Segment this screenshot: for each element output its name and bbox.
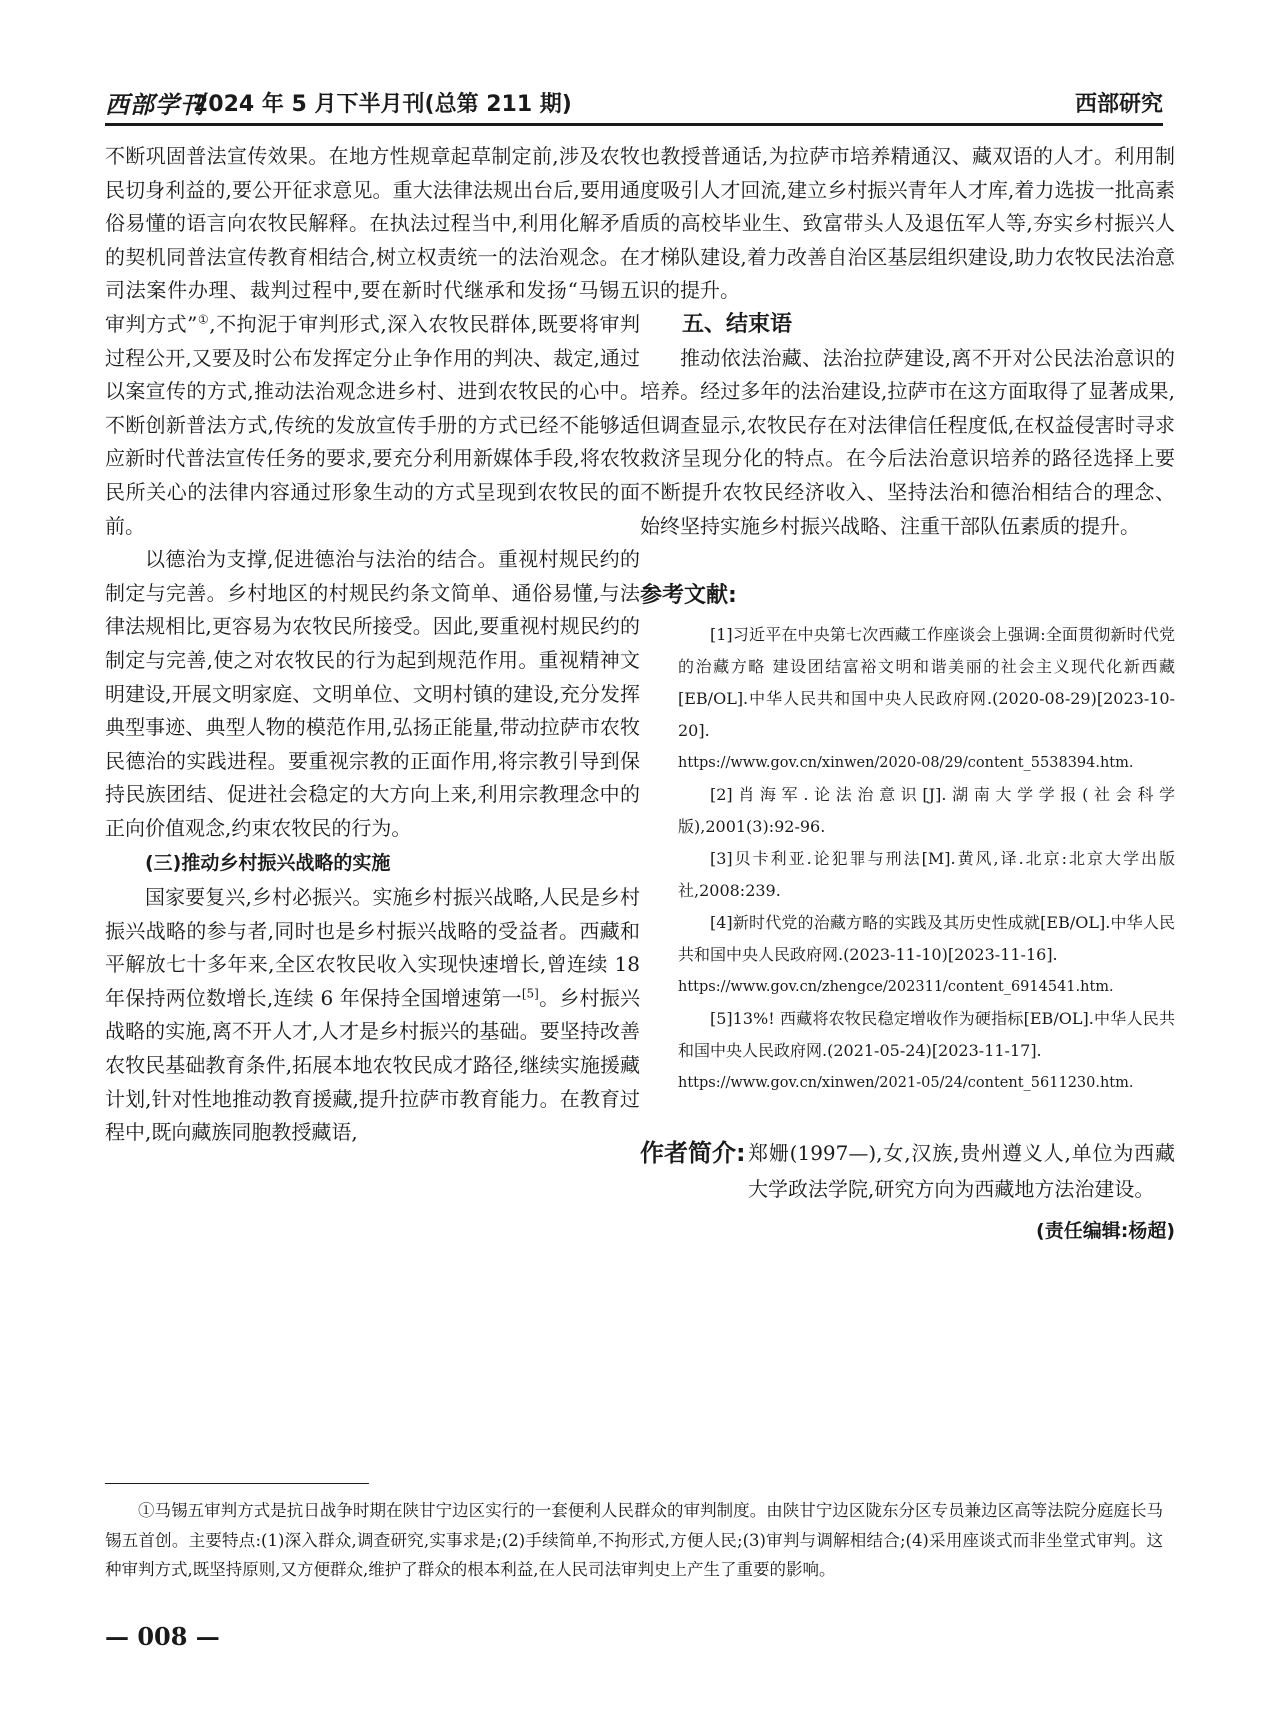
author-bio: [640, 1135, 1175, 1207]
journal-logo: 西部学刊: [105, 90, 205, 119]
section-heading: 五、结束语: [682, 311, 793, 337]
reference-item: [4]新时代党的治藏方略的实践及其历史性成就[EB/OL].中华人民共和国中央人民政府网.(2023-11-10)[2023-11-16]. https://www.gov.cn/zhengce/202311/content_6914541.htm.: [640, 907, 1175, 1003]
reference-url[interactable]: https://www.gov.cn/xinwen/2021-05/24/content_5611230.htm.: [678, 1074, 1134, 1091]
section-title: 西部研究: [1074, 92, 1163, 117]
paragraph: 不断巩固普法宣传效果。在地方性规章起草制定前,涉及农牧民切身利益的,要公开征求意见。重大法律法规出台后,要用通俗易懂的语言向农牧民解释。在执法过程当中,利用化解矛盾的契机同普法宣传教育相结合,树立权责统一的法治观念。在司法案件办理、裁判过程中,要在新时代继承和发扬“马锡五审判方式”①,不拘泥于审判形式,深入农牧民群体,既要将审判过程公开,又要及时公布发挥定分止争作用的判决、裁定,通过以案宣传的方式,推动法治观念进乡村、进到农牧民的心中。不断创新普法方式,传统的发放宣传手册的方式已经不能够适应新时代普法宣传任务的要求,要充分利用新媒体手段,将农牧民所关心的法律内容通过形象生动的方式呈现到农牧民的面前。: [105, 144, 640, 538]
left-column: [105, 140, 640, 1150]
paragraph: 推动依法治藏、法治拉萨建设,离不开对公民法治意识的培养。经过多年的法治建设,拉萨市在这方面取得了显著成果,但调查显示,农牧民存在对法律信任程度低,在权益侵害时寻求救济呈现分化的特点。在今后法治意识培养的路径选择上要不断提升农牧民经济收入、坚持法治和德治相结合的理念、始终坚持实施乡村振兴战略、注重干部队伍素质的提升。: [640, 345, 1175, 538]
reference-item: [3]贝卡利亚.论犯罪与刑法[M].黄风,译.北京:北京大学出版社,2008:239.: [678, 848, 1175, 900]
paragraph: 国家要复兴,乡村必振兴。实施乡村振兴战略,人民是乡村振兴战略的参与者,同时也是乡村振兴战略的受益者。西藏和平解放七十多年来,全区农牧民收入实现快速增长,曾连续 18 年保持两位数增长,连续 6 年保持全国增速第一[5]。乡村振兴战略的实施,离不开人才,人才是乡村振兴的基础。要坚持改善农牧民基础教育条件,拓展本地农牧民成才路径,继续实施援藏计划,针对性地推动教育援藏,提升拉萨市教育能力。在教育过程中,既向藏族同胞教授藏语,: [105, 885, 641, 1145]
page-number: — 008 —: [105, 1622, 220, 1651]
issue-info: 2024 年 5 月下半月刊(总第 211 期): [193, 92, 572, 117]
footnote-divider: [105, 1483, 369, 1484]
references-title: 参考文献:: [640, 583, 737, 609]
reference-item: [1]习近平在中央第七次西藏工作座谈会上强调:全面贯彻新时代党的治藏方略 建设团结富裕文明和谐美丽的社会主义现代化新西藏[EB/OL].中华人民共和国中央人民政府网.(2020-08-29)[2023-10-20]. https://www.gov.cn/xinwen/2020-08/29/content_5538394.htm.: [640, 619, 1175, 779]
reference-url[interactable]: https://www.gov.cn/xinwen/2020-08/29/content_5538394.htm.: [678, 754, 1134, 771]
author-label: 作者简介:: [640, 1138, 746, 1167]
paragraph: 也教授普通话,为拉萨市培养精通汉、藏双语的人才。利用制度吸引人才回流,建立乡村振兴青年人才库,着力选拔一批高素质的高校毕业生、致富带头人及退伍军人等,夯实乡村振兴人才梯队建设,着力改善自治区基层组织建设,助力农牧民法治意识的提升。: [640, 144, 1175, 303]
citation-marker[interactable]: [5]: [521, 986, 539, 1001]
author-text: 郑姗(1997—),女,汉族,贵州遵义人,单位为西藏大学政法学院,研究方向为西藏地方法治建设。: [748, 1140, 1175, 1201]
reference-url[interactable]: https://www.gov.cn/zhengce/202311/content_6914541.htm.: [678, 978, 1114, 995]
subsection-heading: (三)推动乡村振兴战略的实施: [145, 852, 391, 875]
paragraph: 以德治为支撑,促进德治与法治的结合。重视村规民约的制定与完善。乡村地区的村规民约条文简单、通俗易懂,与法律法规相比,更容易为农牧民所接受。因此,要重视村规民约的制定与完善,使之对农牧民的行为起到规范作用。重视精神文明建设,开展文明家庭、文明单位、文明村镇的建设,充分发挥典型事迹、典型人物的模范作用,弘扬正能量,带动拉萨市农牧民德治的实践进程。要重视宗教的正面作用,将宗教引导到保持民族团结、促进社会稳定的大方向上来,利用宗教理念中的正向价值观念,约束农牧民的行为。: [105, 547, 640, 840]
reference-item: [2]肖海军.论法治意识[J].湖南大学学报(社会科学版),2001(3):92-96.: [678, 784, 1175, 836]
right-column: [640, 140, 1175, 1248]
footnote-marker[interactable]: ①: [197, 312, 210, 327]
reference-item: [5]13%! 西藏将农牧民稳定增收作为硬指标[EB/OL].中华人民共和国中央人民政府网.(2021-05-24)[2023-11-17]. https://www.gov.cn/xinwen/2021-05/24/content_5611230.htm.: [640, 1003, 1175, 1099]
page-header: [105, 83, 1163, 126]
footnote: ①马锡五审判方式是抗日战争时期在陕甘宁边区实行的一套便利人民群众的审判制度。由陕甘宁边区陇东分区专员兼边区高等法院分庭庭长马锡五首创。主要特点:(1)深入群众,调查研究,实事求是;(2)手续简单,不拘形式,方便人民;(3)审判与调解相结合;(4)采用座谈式而非坐堂式审判。这种审判方式,既坚持原则,又方便群众,维护了群众的根本利益,在人民司法审判史上产生了重要的影响。: [105, 1501, 1163, 1579]
editor-credit: (责任编辑:杨超): [1036, 1219, 1175, 1242]
